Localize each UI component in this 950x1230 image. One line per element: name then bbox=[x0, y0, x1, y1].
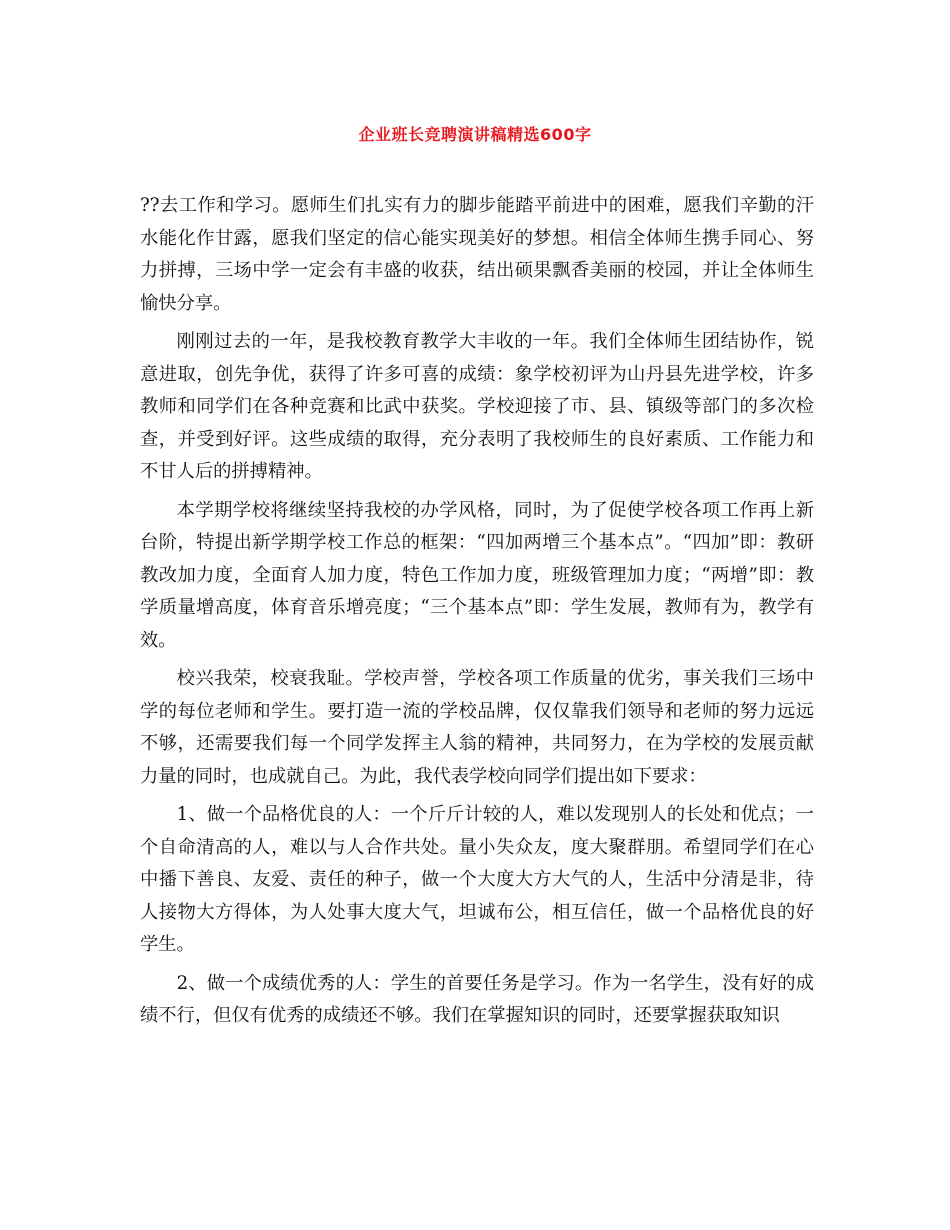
paragraph-1: ??去工作和学习。愿师生们扎实有力的脚步能踏平前进中的困难，愿我们辛勤的汗水能化作甘露，愿我们坚定的信心能实现美好的梦想。相信全体师生携手同心、努力拼搏，三场中学一定会有丰盛的收获，结出硕果飘香美丽的校园，并让全体师生愉快分享。 bbox=[140, 195, 814, 314]
paragraph-2: 刚刚过去的一年，是我校教育教学大丰收的一年。我们全体师生团结协作，锐意进取，创先争优，获得了许多可喜的成绩：象学校初评为山丹县先进学校，许多教师和同学们在各种竞赛和比武中获奖。学校迎接了市、县、镇级等部门的多次检查，并受到好评。这些成绩的取得，充分表明了我校师生的良好素质、工作能力和不甘人后的拼搏精神。 bbox=[140, 331, 814, 482]
document-body bbox=[140, 190, 814, 1039]
paragraph-5: 1、做一个品格优良的人：一个斤斤计较的人，难以发现别人的长处和优点；一个自命清高的人，难以与人合作共处。量小失众友，度大聚群朋。希望同学们在心中播下善良、友爱、责任的种子，做一个大度大方大气的人，生活中分清是非，待人接物大方得体，为人处事大度大气，坦诚布公，相互信任，做一个品格优良的好学生。 bbox=[140, 804, 814, 955]
document-title: 企业班长竞聘演讲稿精选600字 bbox=[358, 125, 592, 144]
paragraph-6: 2、做一个成绩优秀的人：学生的首要任务是学习。作为一名学生，没有好的成绩不行，但仅有优秀的成绩还不够。我们在掌握知识的同时，还要掌握获取知识 bbox=[140, 972, 814, 1026]
paragraph-4: 校兴我荣，校衰我耻。学校声誉，学校各项工作质量的优劣，事关我们三场中学的每位老师和学生。要打造一流的学校品牌，仅仅靠我们领导和老师的努力远远不够，还需要我们每一个同学发挥主人翁的精神，共同努力，在为学校的发展贡献力量的同时，也成就自己。为此，我代表学校向同学们提出如下要求： bbox=[140, 668, 814, 787]
paragraph-3: 本学期学校将继续坚持我校的办学风格，同时，为了促使学校各项工作再上新台阶，特提出新学期学校工作总的框架：“四加两增三个基本点”。“四加”即：教研教改加力度，全面育人加力度，特色工作加力度，班级管理加力度；“两增”即：教学质量增高度，体育音乐增亮度；“三个基本点”即：学生发展，教师有为，教学有效。 bbox=[140, 499, 814, 651]
